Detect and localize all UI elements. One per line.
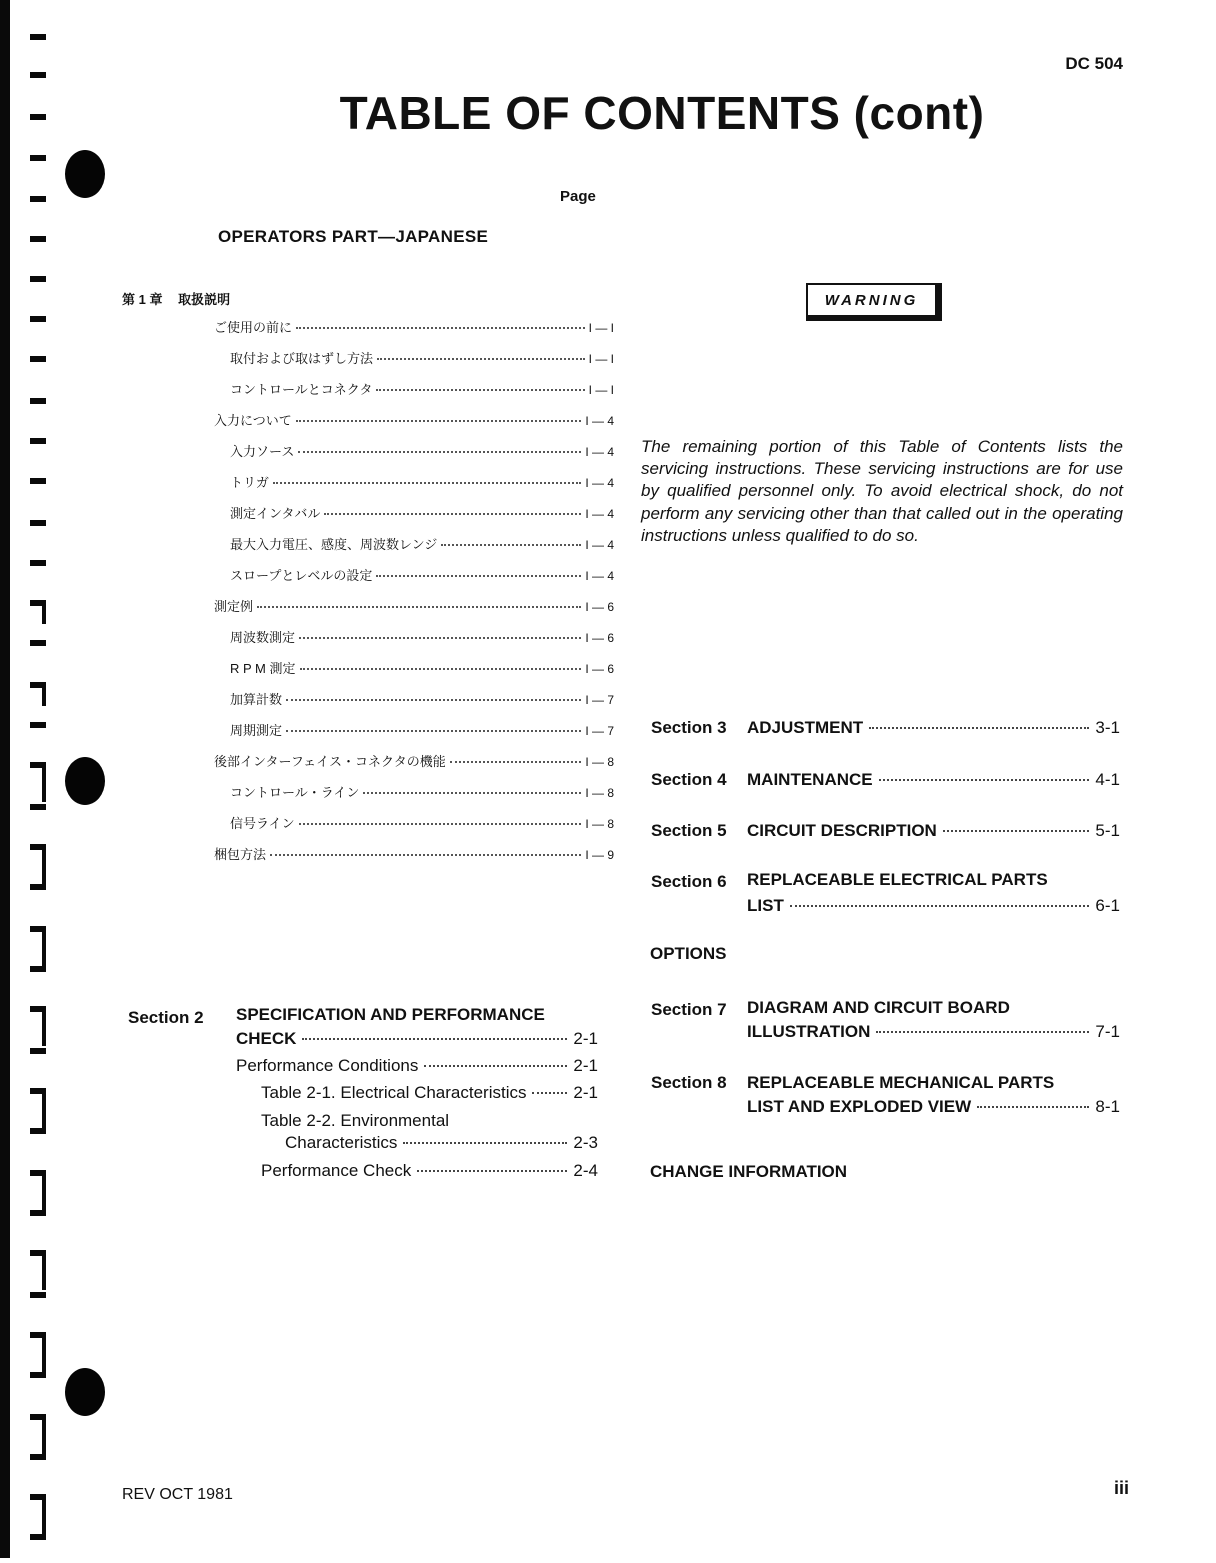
toc-entry-page: I — 4 [585,507,614,521]
section-title-line [747,1097,1120,1117]
toc-entry [214,596,614,618]
toc-entry [230,472,614,494]
toc-entry-page: I — 7 [585,693,614,707]
section-title: MAINTENANCE [747,770,873,789]
toc-entry-page: I — 8 [585,786,614,800]
section-3-entry [651,718,1120,742]
section-page: 6-1 [1095,896,1120,915]
toc-entry-label: 梱包方法 [214,847,267,862]
warning-label-box [806,283,942,321]
toc-entry-label: R P M 測定 [230,661,296,676]
leader-dots [273,482,581,484]
punch-hole [65,757,105,805]
toc-entry-label: 加算計数 [230,692,283,707]
toc-entry-label: トリガ [230,475,269,490]
section-title: REPLACEABLE MECHANICAL PARTS [747,1073,1055,1092]
leader-dots [300,668,582,670]
toc-entry [214,410,614,432]
subentry-label: Characteristics [285,1133,398,1152]
leader-dots [403,1142,567,1144]
options-heading: OPTIONS [650,944,727,963]
spiral-binding-edge [0,0,60,1558]
toc-entry-label: コントロールとコネクタ [230,382,373,397]
leader-dots [790,905,1090,907]
toc-entry-label: 後部インターフェイス・コネクタの機能 [214,754,446,769]
leader-dots [363,792,581,794]
section-7-entry [651,998,1120,1046]
toc-entry-label: 周波数測定 [230,630,296,645]
document-id: DC 504 [1065,54,1123,73]
leader-dots [876,1031,1089,1033]
leader-dots [286,699,581,701]
section-title: SPECIFICATION AND PERFORMANCE [236,1005,545,1024]
change-information-heading: CHANGE INFORMATION [650,1162,848,1181]
toc-entry [230,503,614,525]
toc-entry-page: I — 6 [585,600,614,614]
toc-entry-label: スロープとレベルの設定 [230,568,373,583]
subentry-page: 2-3 [573,1133,598,1152]
toc-entry-label: 入力ソース [230,444,295,459]
toc-entry-page: I — I [588,383,614,397]
subentry-label: Performance Conditions [236,1056,419,1075]
toc-entry-label: 測定インタバル [230,506,321,521]
section-title: ADJUSTMENT [747,718,864,737]
toc-entry-page: I — 4 [585,569,614,583]
section-label: Section 7 [651,1000,727,1019]
section-title-cont: LIST AND EXPLODED VIEW [747,1097,972,1116]
leader-dots [869,727,1089,729]
toc-subentry [236,1056,598,1076]
toc-entry [230,627,614,649]
toc-entry-label: 最大入力電圧、感度、周波数レンジ [230,537,438,552]
section-label: Section 3 [651,718,727,737]
page-column-header: Page [560,188,596,205]
revision-date: REV OCT 1981 [122,1486,233,1503]
leader-dots [377,358,585,360]
toc-subentry [285,1133,598,1153]
section-page: 2-1 [573,1029,598,1048]
section-page: 5-1 [1095,821,1120,840]
toc-entry [214,751,614,773]
section-page: 4-1 [1095,770,1120,789]
toc-entry-page: I — I [588,321,614,335]
subentry-page: 2-4 [573,1161,598,1180]
toc-entry-page: I — 4 [585,445,614,459]
subentry-page: 2-1 [573,1056,598,1075]
toc-entry-page: I — 4 [585,414,614,428]
leader-dots [450,761,582,763]
toc-entry-page: I — 4 [585,538,614,552]
leader-dots [324,513,581,515]
toc-entry [230,379,614,401]
toc-subentry [261,1083,598,1103]
section-label: Section 8 [651,1073,727,1092]
leader-dots [296,327,585,329]
page-title: TABLE OF CONTENTS (cont) [339,87,985,139]
leader-dots [441,544,581,546]
operators-part-heading: OPERATORS PART—JAPANESE [218,227,489,246]
toc-entry [230,782,614,804]
toc-entry [214,317,614,339]
warning-text: The remaining portion of this Table of Contents lists the servicing instructions. These servicing instructions are for use by qualified personnel only. To avoid electrical shock, do not perform any servicing other than that called out in the operating instructions unless qualified to do so. [641,437,1123,545]
section-5-entry [651,821,1120,845]
toc-entry [230,658,614,680]
leader-dots [417,1170,567,1172]
section-title-line [747,1022,1120,1042]
toc-entry-page: I — 8 [585,755,614,769]
section-label: Section 4 [651,770,727,789]
leader-dots [299,637,581,639]
punch-hole [65,150,105,198]
section-8-entry [651,1073,1120,1121]
binding-marks [0,0,60,1558]
leader-dots [270,854,581,856]
toc-entry-page: I — 4 [585,476,614,490]
leader-dots [424,1065,567,1067]
section-page: 3-1 [1095,718,1120,737]
toc-entry-label: コントロール・ライン [230,785,360,800]
section-page: 7-1 [1095,1022,1120,1041]
section-label: Section 2 [128,1008,204,1027]
section-2-entry [128,1005,598,1048]
section-page: 8-1 [1095,1097,1120,1116]
toc-entry-label: 信号ライン [230,816,295,831]
leader-dots [879,779,1090,781]
toc-entry-label: 測定例 [214,599,254,614]
leader-dots [376,389,584,391]
subentry-label: Performance Check [261,1161,412,1180]
toc-entry-page: I — 6 [585,662,614,676]
toc-entry [230,348,614,370]
section-title-line [747,718,1120,738]
punch-hole [65,1368,105,1416]
toc-entry-page: I — 6 [585,631,614,645]
section-title-line [747,896,1120,916]
leader-dots [302,1038,567,1040]
section-title: DIAGRAM AND CIRCUIT BOARD [747,998,1010,1017]
leader-dots [532,1092,567,1094]
chapter-heading [122,289,242,308]
subentry-page: 2-1 [573,1083,598,1102]
toc-entry-page: I — 8 [585,817,614,831]
page-number: iii [1113,1478,1129,1498]
section-title-line [236,1029,598,1049]
toc-entry [230,441,614,463]
section-label: Section 5 [651,821,727,840]
leader-dots [376,575,581,577]
section-6-entry [651,872,1120,920]
leader-dots [296,420,582,422]
section-label: Section 6 [651,872,727,891]
toc-entry [230,689,614,711]
section-title-cont: LIST [747,896,784,915]
toc-entry-page: I — I [588,352,614,366]
toc-entry [230,534,614,556]
toc-entry [230,813,614,835]
section-title-cont: ILLUSTRATION [747,1022,871,1041]
toc-entry [230,720,614,742]
section-title-cont: CHECK [236,1029,297,1048]
chapter-title: 取扱説明 [178,292,231,307]
toc-entry-label: ご使用の前に [214,320,293,335]
toc-subentry [261,1161,598,1181]
section-title: CIRCUIT DESCRIPTION [747,821,937,840]
toc-subentry [261,1111,598,1131]
toc-entry [214,844,614,866]
section-title-line [747,770,1120,790]
subentry-label: Table 2-2. Environmental [261,1111,450,1130]
leader-dots [298,451,581,453]
toc-entry-page: I — 9 [585,848,614,862]
toc-entry-page: I — 7 [585,724,614,738]
toc-entry-label: 入力について [214,413,292,428]
warning-label: WARNING [824,291,919,309]
toc-entry-label: 取付および取はずし方法 [230,351,374,366]
toc-entry [230,565,614,587]
chapter-number: 第 1 章 [122,292,163,307]
leader-dots [257,606,581,608]
section-title: REPLACEABLE ELECTRICAL PARTS [747,870,1048,889]
subentry-label: Table 2-1. Electrical Characteristics [261,1083,527,1102]
leader-dots [299,823,582,825]
leader-dots [943,830,1090,832]
section-4-entry [651,770,1120,794]
section-title-line [747,821,1120,841]
leader-dots [286,730,581,732]
leader-dots [977,1106,1089,1108]
toc-entry-label: 周期測定 [230,723,283,738]
